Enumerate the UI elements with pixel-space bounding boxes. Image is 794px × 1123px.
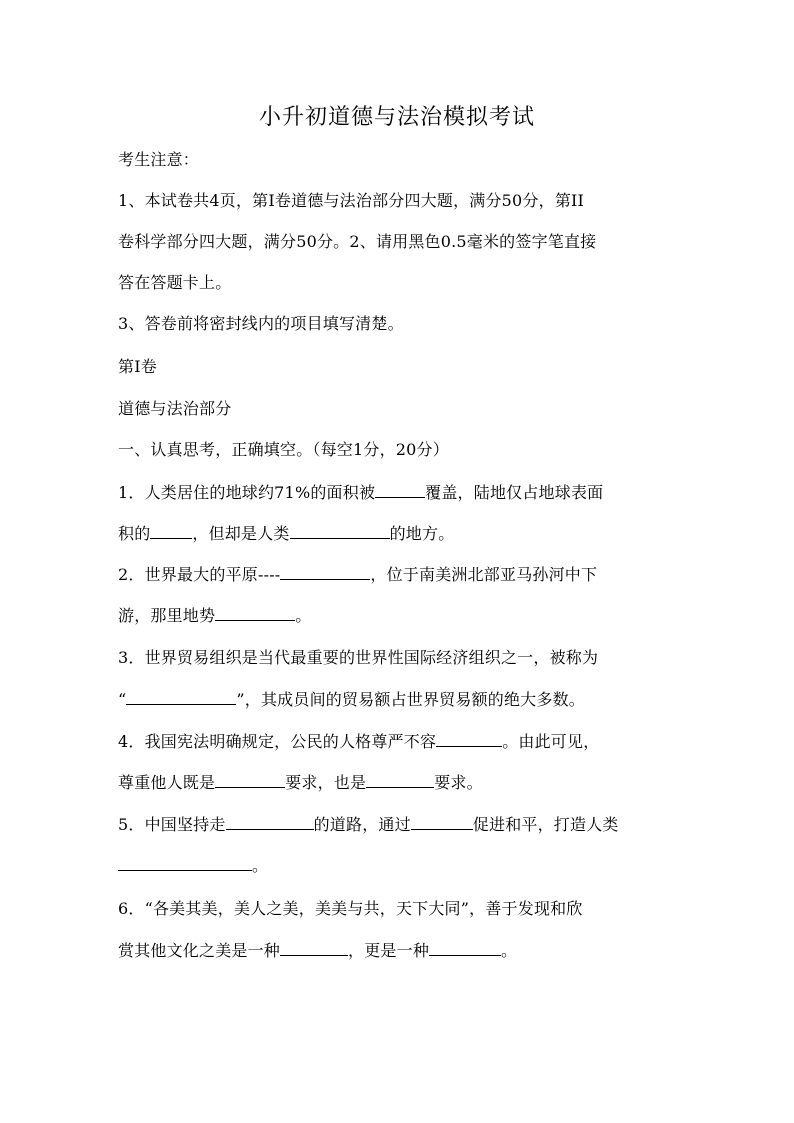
question-5-text: 促进和平，打造人类 bbox=[472, 815, 619, 834]
instruction-line-2: 卷科学部分四大题，满分50分。2、请用黑色0.5毫米的签字笔直接 bbox=[118, 232, 597, 251]
question-4-text: 。由此可见， bbox=[502, 732, 600, 751]
question-3-line-2 bbox=[118, 687, 585, 712]
answer-blank[interactable] bbox=[126, 687, 236, 705]
answer-blank[interactable] bbox=[411, 812, 473, 830]
answer-blank[interactable] bbox=[280, 938, 348, 956]
instruction-line-4: 3、答卷前将密封线内的项目填写清楚。 bbox=[118, 314, 404, 333]
exam-title: 小升初道德与法治模拟考试 bbox=[258, 105, 535, 130]
part-label: 道德与法治部分 bbox=[118, 399, 232, 418]
answer-blank[interactable] bbox=[226, 812, 314, 830]
question-6-text: 。 bbox=[501, 941, 518, 960]
question-2-text: 2．世界最大的平原---- bbox=[118, 565, 281, 584]
question-2-text: ，位于南美洲北部亚马孙河中下 bbox=[370, 565, 598, 584]
answer-blank[interactable] bbox=[366, 770, 434, 788]
question-4-text: 要求，也是 bbox=[285, 773, 367, 792]
question-4-line-2 bbox=[118, 770, 483, 795]
volume-label: 第I卷 bbox=[118, 357, 157, 376]
question-5-line-2 bbox=[118, 853, 268, 878]
question-5-text: 。 bbox=[252, 856, 269, 875]
question-4-line-1 bbox=[118, 729, 599, 754]
question-1-text: 1．人类居住的地球约71%的面积被 bbox=[118, 483, 376, 502]
question-3-text: “ bbox=[118, 690, 127, 709]
question-1-line-1 bbox=[118, 480, 603, 505]
question-3-text: ”，其成员间的贸易额占世界贸易额的绝大多数。 bbox=[236, 690, 585, 709]
question-3-text: 3．世界贸易组织是当代最重要的世界性国际经济组织之一，被称为 bbox=[118, 648, 599, 667]
question-4-text: 要求。 bbox=[434, 773, 483, 792]
question-1-line-2 bbox=[118, 521, 454, 546]
answer-blank[interactable] bbox=[215, 603, 295, 621]
question-6-line-2 bbox=[118, 938, 517, 963]
answer-blank[interactable] bbox=[280, 562, 370, 580]
question-3-line-1 bbox=[118, 646, 598, 670]
question-2-text: 。 bbox=[295, 606, 312, 625]
notice-heading: 考生注意： bbox=[118, 150, 200, 169]
question-5-text: 5．中国坚持走 bbox=[118, 815, 226, 834]
question-2-line-2 bbox=[118, 603, 311, 628]
answer-blank[interactable] bbox=[436, 729, 502, 747]
answer-blank[interactable] bbox=[215, 770, 285, 788]
question-2-text: 游，那里地势 bbox=[118, 606, 216, 625]
section-heading: 一、认真思考，正确填空。（每空1分，20分） bbox=[118, 440, 449, 459]
question-6-text: 6．“各美其美，美人之美，美美与共，天下大同”，善于发现和欣 bbox=[118, 899, 583, 918]
question-6-text: ，更是一种 bbox=[348, 941, 430, 960]
question-1-text: 覆盖，陆地仅占地球表面 bbox=[425, 483, 604, 502]
question-6-line-1 bbox=[118, 897, 583, 921]
question-4-text: 4．我国宪法明确规定，公民的人格尊严不容 bbox=[118, 732, 437, 751]
question-1-text: 积的 bbox=[118, 524, 151, 543]
answer-blank[interactable] bbox=[150, 521, 192, 539]
question-1-text: ，但却是人类 bbox=[192, 524, 290, 543]
question-1-text: 的地方。 bbox=[389, 524, 455, 543]
answer-blank[interactable] bbox=[429, 938, 501, 956]
instruction-line-3: 答在答题卡上。 bbox=[118, 273, 232, 292]
question-2-line-1 bbox=[118, 562, 597, 587]
instruction-line-1: 1、本试卷共4页，第I卷道德与法治部分四大题，满分50分，第II bbox=[118, 191, 585, 210]
answer-blank[interactable] bbox=[290, 521, 390, 539]
answer-blank[interactable] bbox=[375, 480, 425, 498]
answer-blank[interactable] bbox=[118, 853, 252, 871]
question-5-line-1 bbox=[118, 812, 619, 837]
question-4-text: 尊重他人既是 bbox=[118, 773, 216, 792]
question-5-text: 的道路，通过 bbox=[313, 815, 411, 834]
question-6-text: 赏其他文化之美是一种 bbox=[118, 941, 281, 960]
